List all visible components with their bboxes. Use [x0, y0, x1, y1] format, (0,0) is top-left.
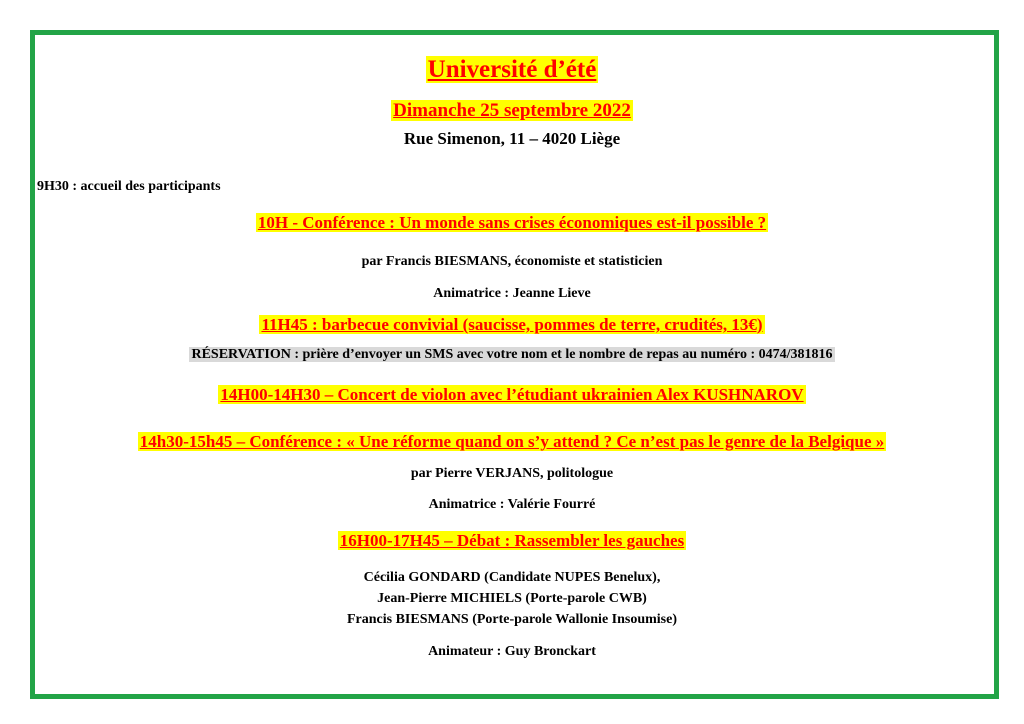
debate-participant-2: Jean-Pierre MICHIELS (Porte-parole CWB)	[377, 591, 647, 606]
concert-line	[0, 385, 1024, 405]
conf2-host: Animatrice : Valérie Fourré	[428, 497, 596, 512]
event-address: Rue Simenon, 11 – 4020 Liège	[403, 129, 621, 148]
conf1-host: Animatrice : Jeanne Lieve	[433, 286, 591, 301]
debate-title: 16H00-17H45 – Débat : Rassembler les gauches	[339, 531, 685, 550]
welcome-text: 9H30 : accueil des participants	[37, 179, 221, 194]
debate-participant-1: Cécilia GONDARD (Candidate NUPES Benelux),	[363, 570, 661, 585]
conf1-title: 10H - Conférence : Un monde sans crises économiques est-il possible ?	[257, 213, 767, 232]
conf2-title: 14h30-15h45 – Conférence : « Une réforme quand on s’y attend ? Ce n’est pas le genre de la Belgique »	[139, 432, 885, 451]
bbq-text: 11H45 : barbecue convivial (saucisse, pommes de terre, crudités, 13€)	[261, 315, 763, 334]
reservation-line	[0, 347, 1024, 363]
debate-participant-3: Francis BIESMANS (Porte-parole Wallonie Insoumise)	[346, 612, 678, 627]
reservation-text: RÉSERVATION : prière d’envoyer un SMS avec votre nom et le nombre de repas au numéro : 0474/381816	[191, 347, 833, 362]
event-title-line	[0, 56, 1024, 84]
debate-title-line	[0, 531, 1024, 551]
conf2-speaker: par Pierre VERJANS, politologue	[410, 466, 614, 481]
bbq-line	[0, 315, 1024, 335]
event-title: Université d’été	[427, 56, 597, 83]
conf2-title-line	[0, 432, 1024, 452]
conf1-title-line	[0, 213, 1024, 233]
concert-text: 14H00-14H30 – Concert de violon avec l’étudiant ukrainien Alex KUSHNAROV	[220, 385, 804, 404]
conf1-speaker: par Francis BIESMANS, économiste et statisticien	[361, 254, 663, 269]
debate-host: Animateur : Guy Bronckart	[428, 644, 596, 659]
event-date: Dimanche 25 septembre 2022	[393, 100, 631, 121]
event-date-line	[0, 100, 1024, 122]
